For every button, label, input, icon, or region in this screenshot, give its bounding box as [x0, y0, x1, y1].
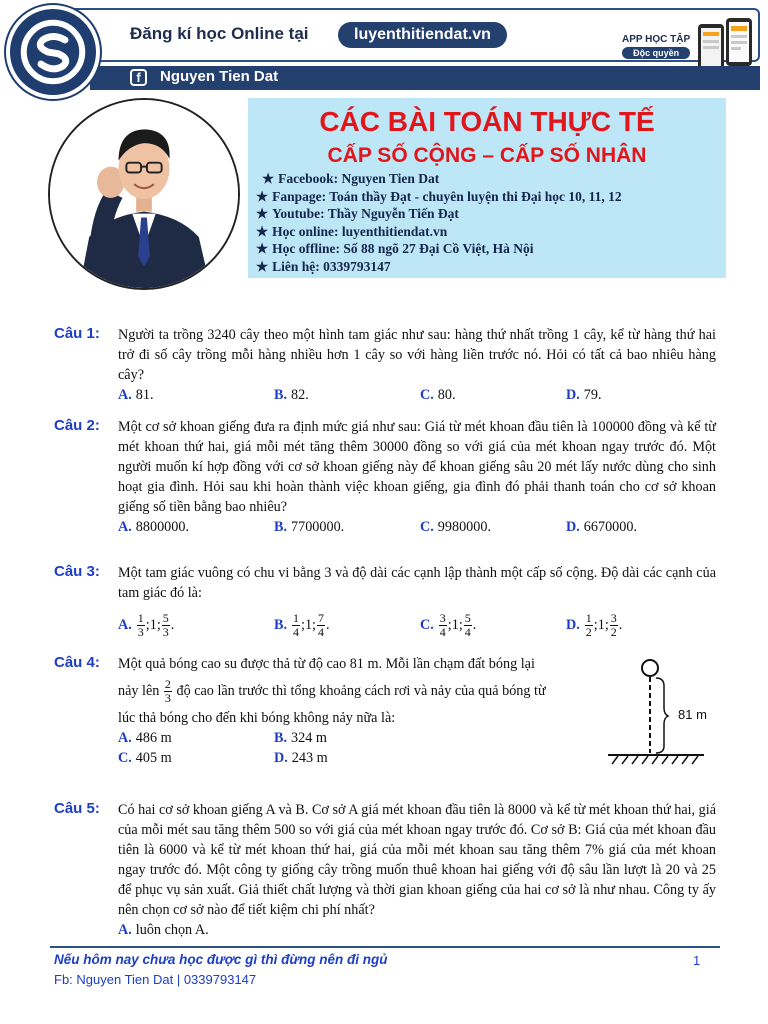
option-a[interactable]: A. $\frac{1}{3}$ ;1; $\frac{5}{3}$ .	[118, 611, 175, 640]
star-icon: ★	[256, 241, 269, 256]
answer-options	[118, 920, 716, 940]
app-badge-exclusive: Độc quyền	[622, 47, 690, 59]
facebook-icon: f	[130, 69, 147, 86]
star-icon: ★	[256, 206, 269, 221]
option-b[interactable]: B. 7700000.	[274, 519, 345, 535]
brand-logo	[6, 5, 100, 99]
option-a[interactable]: A. 8800000.	[118, 519, 189, 535]
question-label: Câu 1:	[54, 325, 100, 342]
option-c[interactable]: C. 9980000.	[420, 519, 491, 535]
teacher-portrait-icon	[50, 100, 238, 288]
question-text-line2: nảy lên $\frac{2}{3}$ độ cao lần trước thì tổng khoảng cách rơi và nảy của quả bóng từ	[118, 677, 546, 706]
question-2	[54, 417, 716, 537]
footer-slogan: Nếu hôm nay chưa học được gì thì đừng nên đi ngủ	[54, 952, 388, 967]
option-d[interactable]: D. 243 m	[274, 750, 328, 766]
question-text: Một tam giác vuông có chu vi bằng 3 và độ dài các cạnh lập thành một cấp số cộng. Độ dài các cạnh của tam giác đó là:	[118, 565, 716, 601]
footer-contact: Fb: Nguyen Tien Dat | 0339793147	[54, 972, 257, 987]
star-icon: ★	[256, 258, 269, 274]
footer-divider	[50, 946, 720, 948]
info-youtube: ★ Youtube: Thầy Nguyễn Tiến Đạt	[256, 206, 459, 221]
answer-options	[118, 385, 716, 405]
page-number: 1	[693, 953, 701, 968]
answer-options	[118, 607, 716, 643]
option-c[interactable]: C. 405 m	[118, 750, 172, 766]
question-5	[54, 800, 716, 940]
page-header	[0, 0, 768, 96]
figure-height-label: 81 m	[678, 707, 707, 722]
app-badge	[622, 34, 690, 59]
app-badge-title: APP HỌC TẬP	[622, 34, 691, 45]
option-a[interactable]: A. luôn chọn A.	[118, 922, 209, 938]
question-label: Câu 5:	[54, 800, 100, 817]
option-b[interactable]: B. $\frac{1}{4}$ ;1; $\frac{7}{4}$ .	[274, 611, 330, 640]
option-d[interactable]: D. 6670000.	[566, 519, 637, 535]
info-fanpage: ★ Fanpage: Toán thầy Đạt - chuyên luyện thi Đại học 10, 11, 12	[256, 188, 622, 204]
option-b[interactable]: B. 82.	[274, 387, 309, 403]
option-a[interactable]: A. 486 m	[118, 730, 172, 746]
question-text: Người ta trồng 3240 cây theo một hình tam giác như sau: hàng thứ nhất trồng 1 cây, kể từ hàng thứ hai trở đi số cây trồng mỗi hàng nhiều hơn 1 cây so với hàng liền trước nó. Hỏi có tất cả bao nhiêu hàng cây?	[118, 327, 716, 383]
question-text: Có hai cơ sở khoan giếng A và B. Cơ sở A giá mét khoan đầu tiên là 8000 và kể từ mét khoan thứ hai, giá của mỗi mét sau tăng thêm 500 so với giá của mét khoan ngay trước đó. Cơ sở B: Giá của mét khoan đầu tiên là 6000 và kể từ mét khoan thứ hai, giá của mỗi mét khoan sau tăng thêm 7% giá của mét khoan ngay trước đó. Một công ty giống cây trồng muốn thuê khoan hai giếng với độ sâu lần lượt là 20 và 25 để phục vụ sản xuất. Giả thiết chất lượng và thời gian khoan giếng của hai cơ sở là như nhau. Công ty ấy nên chọn cơ sở nào để tiết kiệm chi phí nhất?	[118, 802, 716, 918]
info-offline: ★ Học offline: Số 88 ngõ 27 Đại Cồ Việt, Hà Nội	[256, 241, 534, 256]
contact-list	[256, 170, 622, 275]
info-online: ★ Học online: luyenthitiendat.vn	[256, 223, 448, 239]
option-d[interactable]: D. 79.	[566, 387, 602, 403]
facebook-name[interactable]: Nguyen Tien Dat	[160, 68, 279, 85]
logo-s-icon	[10, 9, 96, 95]
question-1	[54, 325, 716, 405]
option-a[interactable]: A. 81.	[118, 387, 154, 403]
option-d[interactable]: D. $\frac{1}{2}$ ;1; $\frac{3}{2}$ .	[566, 611, 623, 640]
option-c[interactable]: C. 80.	[420, 387, 456, 403]
question-3	[54, 563, 716, 643]
register-online-text: Đăng kí học Online tại	[130, 24, 309, 43]
option-c[interactable]: C. $\frac{3}{4}$ ;1; $\frac{5}{4}$ .	[420, 611, 477, 640]
star-icon: ★	[256, 188, 269, 204]
info-phone: ★ Liên hệ: 0339793147	[256, 258, 391, 274]
sub-title: CẤP SỐ CỘNG – CẤP SỐ NHÂN	[327, 144, 647, 167]
info-facebook: ★ Facebook: Nguyen Tien Dat	[262, 171, 440, 186]
question-text-line3: lúc thả bóng cho đến khi bóng không nảy nữa là:	[118, 710, 396, 726]
option-b[interactable]: B. 324 m	[274, 730, 327, 746]
question-label: Câu 4:	[54, 654, 100, 671]
star-icon: ★	[262, 171, 275, 186]
question-text-line1: Một quả bóng cao su được thả từ độ cao 81 m. Mỗi lần chạm đất bóng lại	[118, 656, 535, 672]
course-info-box	[248, 98, 726, 278]
star-icon: ★	[256, 223, 269, 239]
question-text: Một cơ sở khoan giếng đưa ra định mức giá như sau: Giá từ mét khoan đầu tiên là 100000 đồng và kể từ mét khoan thứ hai, giá mỗi mét tăng thêm 30000 đồng so với giá của mét khoan ngay trước đó. Một người muốn kí hợp đồng với cơ sở khoan giếng này để khoan giếng sâu 20 mét lấy nước dùng cho sinh hoạt gia đình. Hỏi sau khi hoàn thành việc khoan giếng, gia đình đó phải thanh toán cho cơ sở khoan giếng số tiền bằng bao nhiêu?	[118, 419, 716, 515]
answer-options	[118, 517, 716, 537]
question-4	[54, 654, 716, 768]
teacher-avatar	[48, 98, 240, 290]
facebook-bar	[90, 66, 760, 90]
question-label: Câu 3:	[54, 563, 100, 580]
main-title: CÁC BÀI TOÁN THỰC TẾ	[319, 106, 655, 137]
site-link[interactable]: luyenthitiendat.vn	[338, 22, 507, 48]
question-label: Câu 2:	[54, 417, 100, 434]
